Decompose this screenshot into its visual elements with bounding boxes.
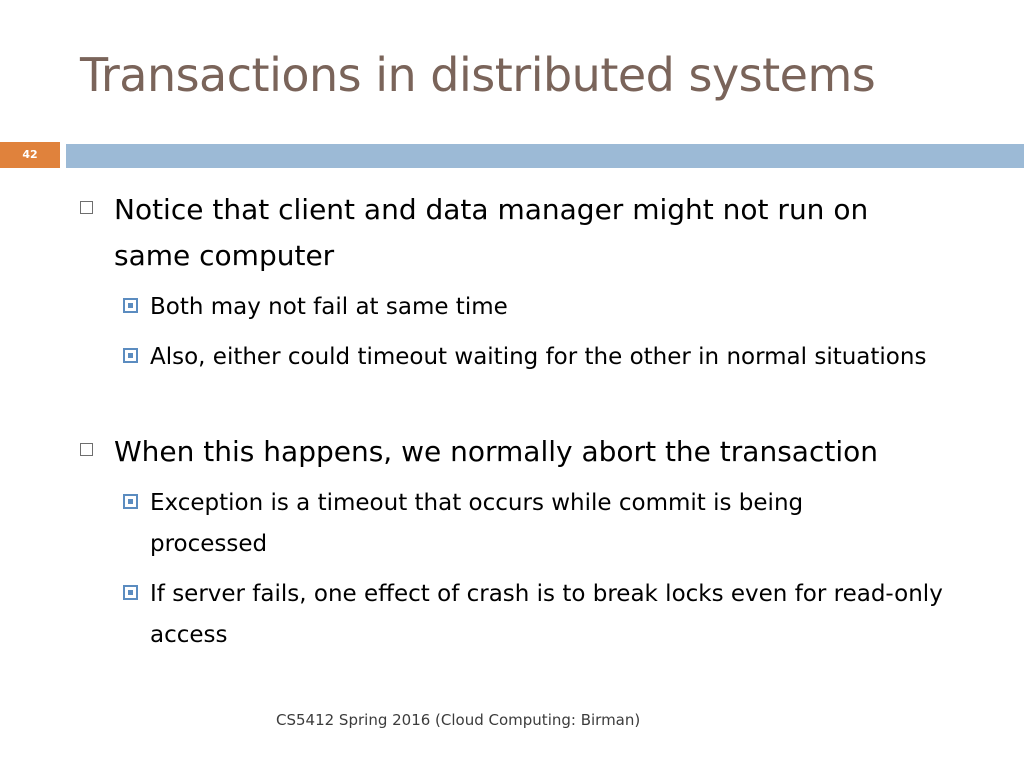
hollow-square-bullet-icon [80,201,93,214]
bullet-2-sub-2 [150,574,980,656]
bullet-2-text: When this happens, we normally abort the transaction [114,435,878,468]
bullet-2-sub-2-text: If server fails, one effect of crash is to break locks even for read-only access [150,581,943,648]
bullet-2-sub-1-text: Exception is a timeout that occurs while commit is being processed [150,490,804,557]
filled-square-bullet-icon [123,494,138,509]
filled-square-bullet-icon [123,298,138,313]
bullet-2 [114,429,994,475]
slide-title: Transactions in distributed systems [80,48,876,102]
bullet-1-sub-2 [150,337,940,378]
filled-square-bullet-icon [123,348,138,363]
bullet-1-text: Notice that client and data manager might not run on same computer [114,193,869,272]
filled-square-bullet-icon [123,585,138,600]
bullet-2-sub-1 [150,483,920,565]
bullet-1-sub-1 [150,287,950,328]
slide-number: 42 [0,142,60,168]
slide-footer: CS5412 Spring 2016 (Cloud Computing: Birman) [276,711,641,729]
bullet-1-sub-1-text: Both may not fail at same time [150,294,508,320]
bullet-1-sub-2-text: Also, either could timeout waiting for the other in normal situations [150,344,927,370]
bullet-1 [114,187,944,279]
hollow-square-bullet-icon [80,443,93,456]
